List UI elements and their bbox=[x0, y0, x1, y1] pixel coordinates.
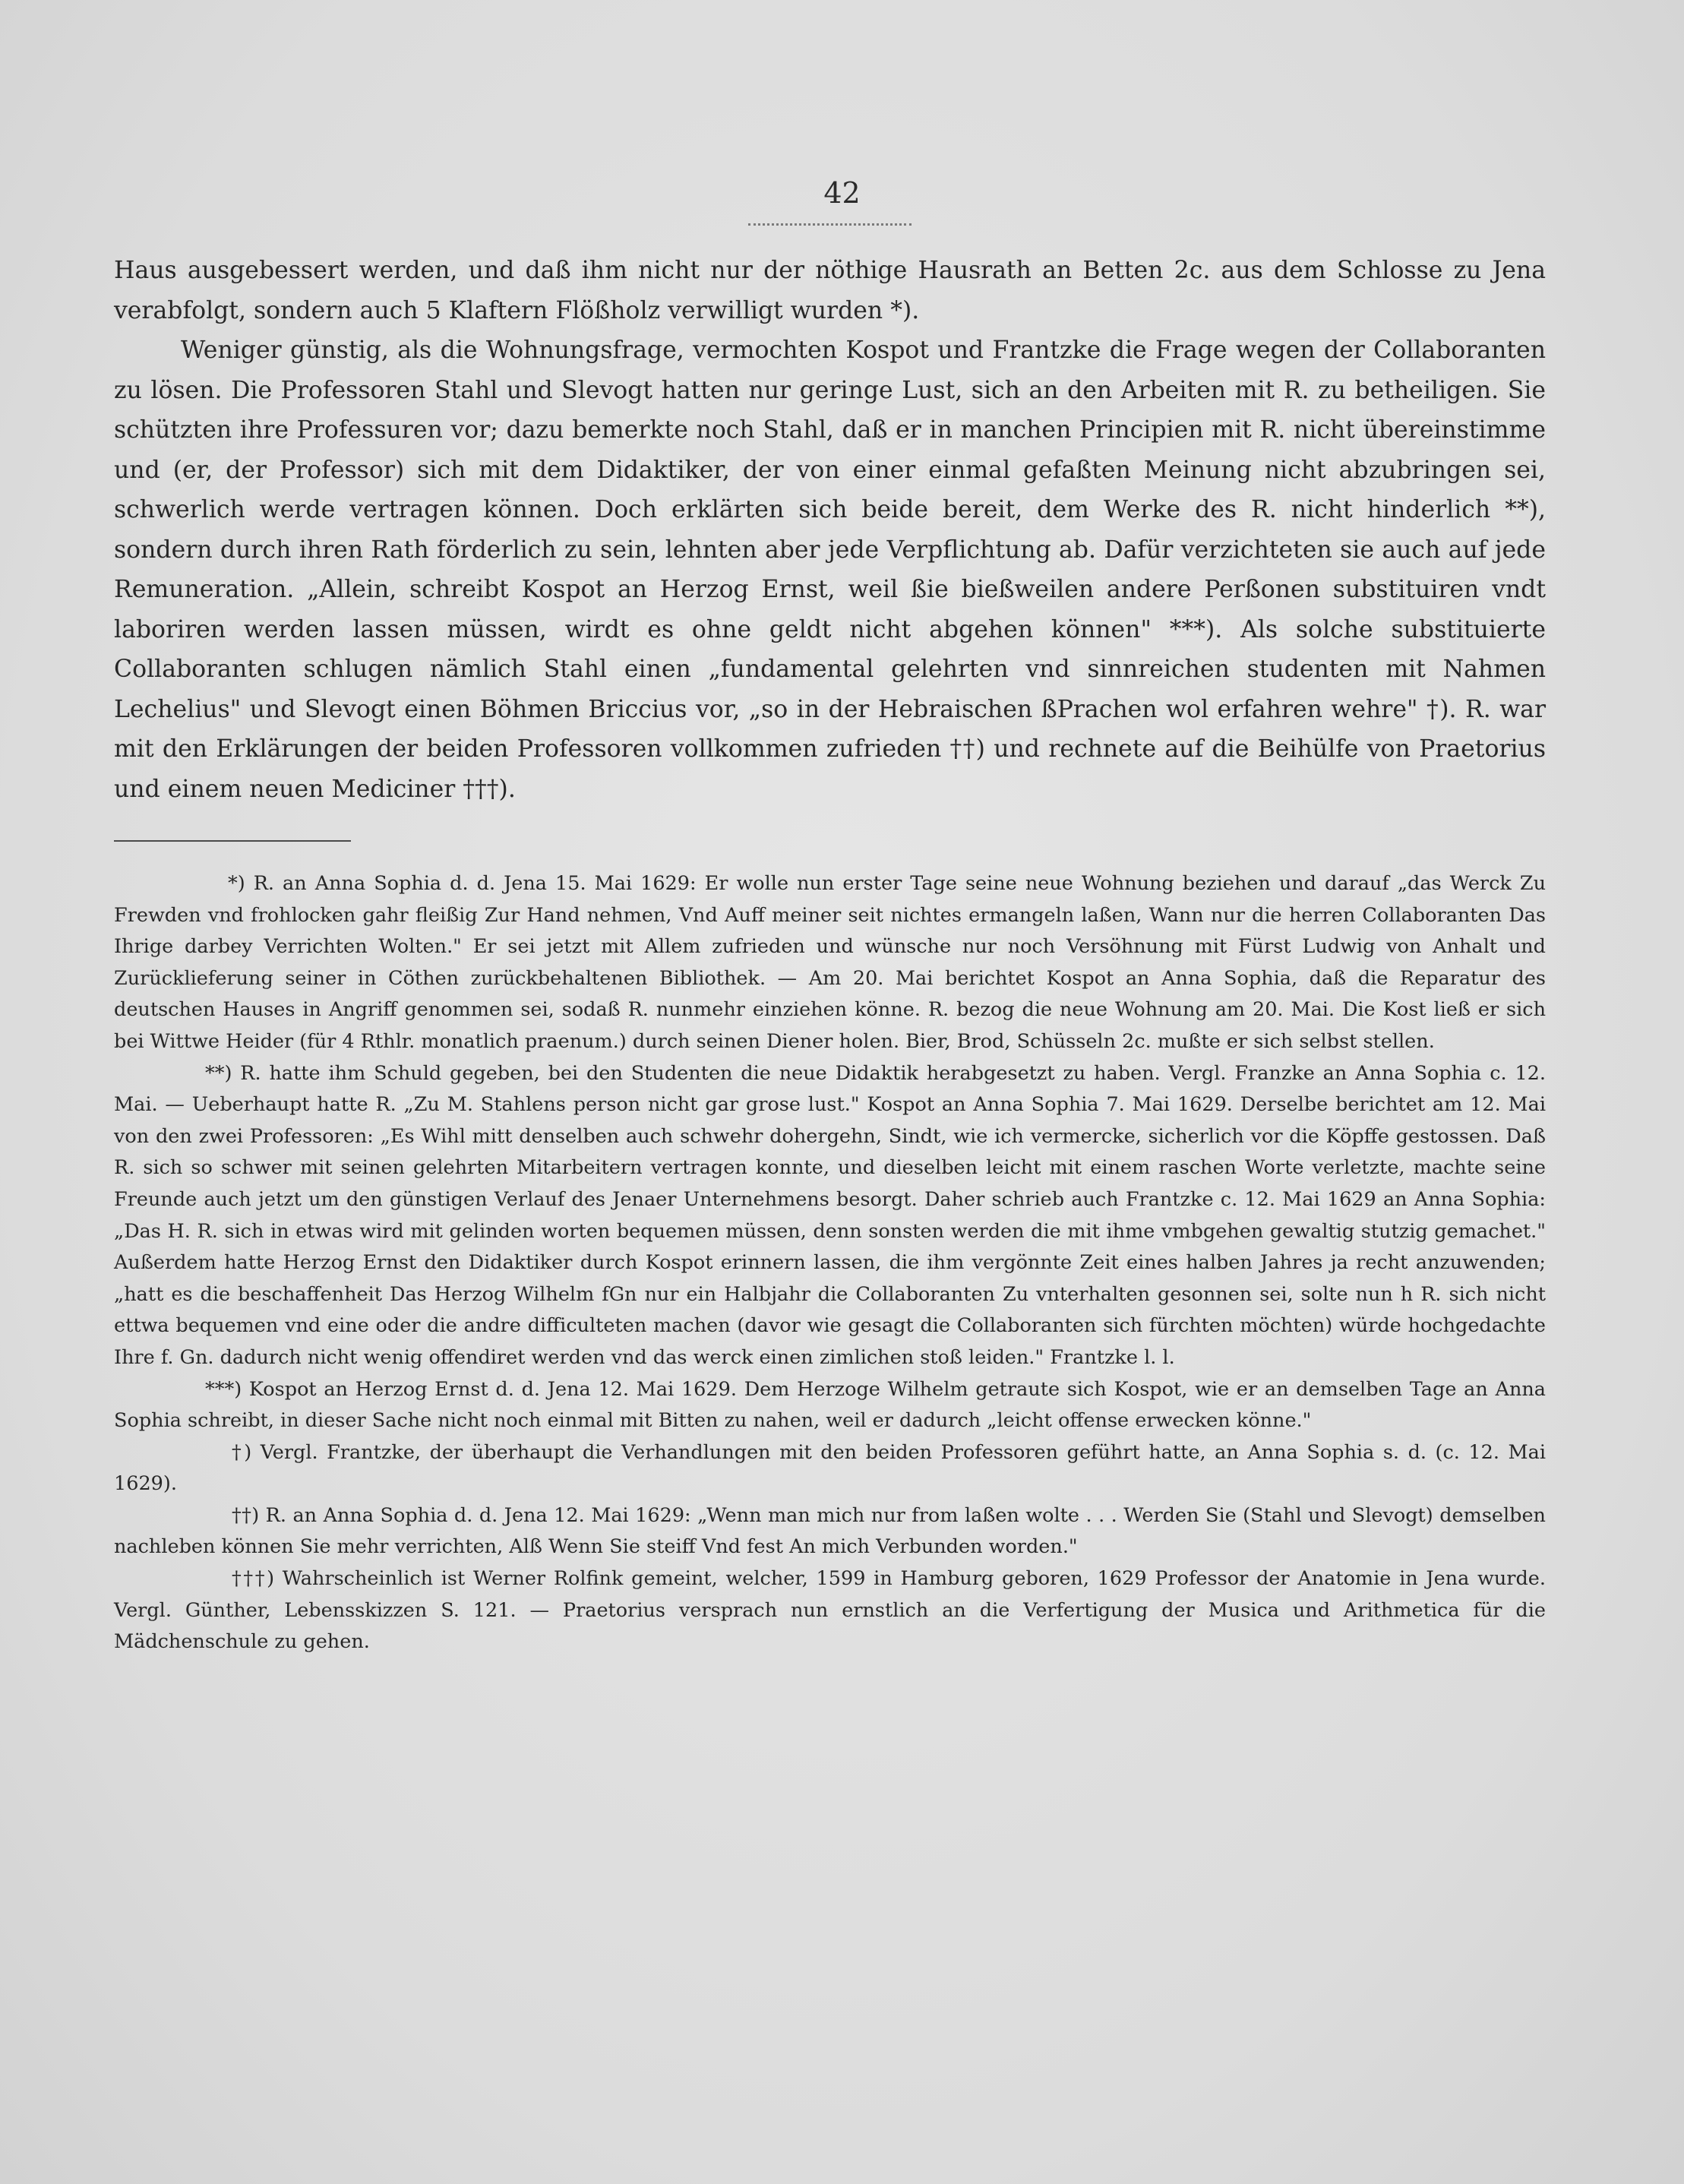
header-ornament bbox=[748, 214, 912, 226]
main-text bbox=[114, 251, 1546, 809]
footnote-3: ***) Kospot an Herzog Ernst d. d. Jena 12. Mai 1629. Dem Herzoge Wilhelm getraute sich Kospot, wie er an demselben Tage an Anna Sophia schreibt, in dieser Sache nicht noch einmal mit Bitten zu nahen, weil er dadurch „leicht offense erwecken könne." bbox=[114, 1377, 1546, 1433]
page-number: 42 bbox=[823, 176, 861, 210]
main-paragraph-collaborators: Weniger günstig, als die Wohnungsfrage, vermochten Kospot und Frantzke die Frage wegen der Collaboranten zu lösen. Die Professoren Stahl und Slevogt hatten nur geringe Lust, sich an den Arbeiten mit R. zu betheiligen. Sie schützten ihre Professuren vor; dazu bemerkte noch Stahl, daß er in manchen Principien mit R. nicht übereinstimme und (er, der Professor) sich mit dem Didaktiker, der von einer einmal gefaßten Meinung nicht abzubringen sei, schwerlich werde vertragen können. Doch erklärten sich beide bereit, dem Werke des R. nicht hinderlich **), sondern durch ihren Rath förderlich zu sein, lehnten aber jede Verpflichtung ab. Dafür verzichteten sie auch auf jede Remuneration. „Allein, schreibt Kospot an Herzog Ernst, weil ßie bießweilen andere Perßonen substituiren vndt laboriren werden lassen müssen, wirdt es ohne geldt nicht abgehen können" ***). Als solche substituierte Collaboranten schlugen nämlich Stahl einen „fundamental gelehrten vnd sinnreichen studenten mit Nahmen Lechelius" und Slevogt einen Böhmen Briccius vor, „so in der Hebraischen ßPrachen wol erfahren wehre" †). R. war mit den Erklärungen der beiden Professoren vollkommen zufrieden ††) und rechnete auf die Beihülfe von Praetorius und einem neuen Mediciner †††). bbox=[114, 337, 1546, 803]
footnotes bbox=[114, 868, 1546, 1658]
footnote-2: **) R. hatte ihm Schuld gegeben, bei den Studenten die neue Didaktik herabgesetzt zu haben. Vergl. Franzke an Anna Sophia c. 12. Mai. — Ueberhaupt hatte R. „Zu M. Stahlens person nicht gar grose lust." Kospot an Anna Sophia 7. Mai 1629. Derselbe berichtet am 12. Mai von den zwei Professoren: „Es Wihl mitt denselben auch schwehr dohergehn, Sindt, wie ich vermercke, sicherlich vor die Köpffe gestossen. Daß R. sich so schwer mit seinen gelehrten Mitarbeitern vertragen konnte, und dieselben leicht mit einem raschen Worte verletzte, machte seine Freunde auch jetzt um den günstigen Verlauf des Jenaer Unternehmens besorgt. Daher schrieb auch Frantzke c. 12. Mai 1629 an Anna Sophia: „Das H. R. sich in etwas wird mit gelinden worten bequemen müssen, denn sonsten werden die mit ihme vmbgehen gewaltig stutzig gemachet." Außerdem hatte Herzog Ernst den Didaktiker durch Kospot erinnern lassen, die ihm vergönnte Zeit eines halben Jahres ja recht anzuwenden; „hatt es die beschaffenheit Das Herzog Wilhelm fGn nur ein Halbjahr die Collaboranten Zu vnterhalten gesonnen sei, solte nun h R. sich nicht ettwa bequemen vnd eine oder die andre difficulteten machen (davor wie gesagt die Collaboranten sich fürchten möchten) würde hochgedachte Ihre f. Gn. dadurch nicht wenig offendiret werden vnd das werck einen zimlichen stoß leiden." Frantzke l. l. bbox=[114, 1061, 1546, 1369]
footnote-4: †) Vergl. Frantzke, der überhaupt die Verhandlungen mit den beiden Professoren geführt hatte, an Anna Sophia s. d. (c. 12. Mai 1629). bbox=[114, 1440, 1546, 1496]
footnote-5: ††) R. an Anna Sophia d. d. Jena 12. Mai 1629: „Wenn man mich nur from laßen wolte . . . Werden Sie (Stahl und Slevogt) demselben nachleben können Sie mehr verrichten, Alß Wenn Sie steiff Vnd fest An mich Verbunden worden." bbox=[114, 1503, 1546, 1559]
footnote-separator bbox=[114, 840, 351, 842]
main-paragraph-continued: Haus ausgebessert werden, und daß ihm nicht nur der nöthige Hausrath an Betten 2c. aus dem Schlosse zu Jena verabfolgt, sondern auch 5 Klaftern Flößholz verwilligt wurden *). bbox=[114, 257, 1546, 324]
footnote-1: *) R. an Anna Sophia d. d. Jena 15. Mai 1629: Er wolle nun erster Tage seine neue Wohnung beziehen und darauf „das Werck Zu Frewden vnd frohlocken gahr fleißig Zur Hand nehmen, Vnd Auff meiner seit nichtes ermangeln laßen, Wann nur die herren Collaboranten Das Ihrige darbey Verrichten Wolten." Er sei jetzt mit Allem zufrieden und wünsche nur noch Versöhnung mit Fürst Ludwig von Anhalt und Zurücklieferung seiner in Cöthen zurückbehaltenen Bibliothek. — Am 20. Mai berichtet Kospot an Anna Sophia, daß die Reparatur des deutschen Hauses in Angriff genommen sei, sodaß R. nunmehr einziehen könne. R. bezog die neue Wohnung am 20. Mai. Die Kost ließ er sich bei Wittwe Heider (für 4 Rthlr. monatlich praenum.) durch seinen Diener holen. Bier, Brod, Schüsseln 2c. mußte er sich selbst stellen. bbox=[114, 872, 1546, 1053]
footnote-6: †††) Wahrscheinlich ist Werner Rolfink gemeint, welcher, 1599 in Hamburg geboren, 1629 Professor der Anatomie in Jena wurde. Vergl. Günther, Lebensskizzen S. 121. — Praetorius versprach nun ernstlich an die Verfertigung der Musica und Arithmetica für die Mädchenschule zu gehen. bbox=[114, 1567, 1546, 1654]
